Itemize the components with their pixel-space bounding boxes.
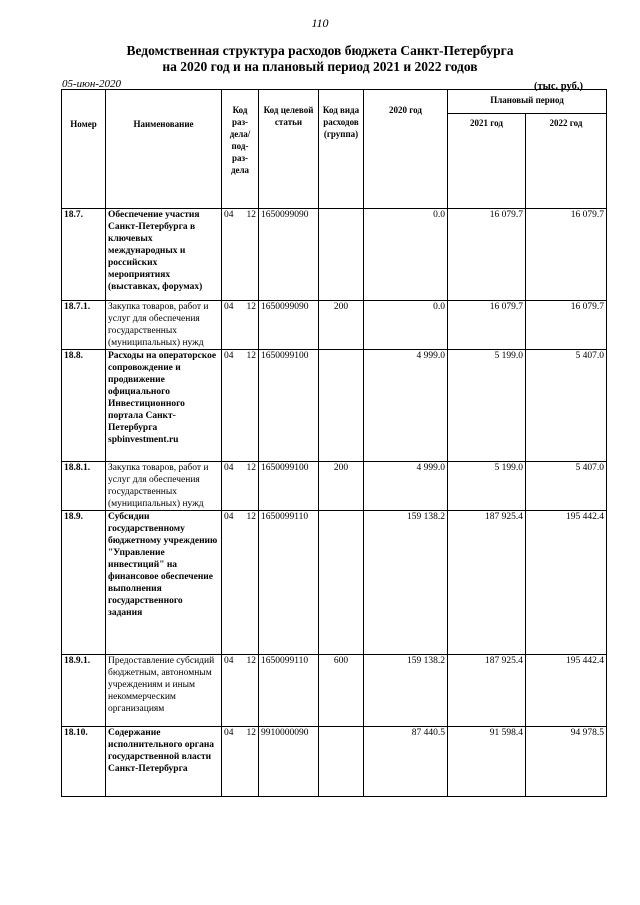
header-name: Наименование [106, 90, 222, 209]
row-amount-2020: 0.0 [364, 209, 448, 301]
header-target-code: Код целевой статьи [259, 90, 319, 209]
row-name: Обеспечение участия Санкт-Петербурга в ключевых международных и российских мероприятиях (выставках, форумах) [106, 209, 222, 301]
row-number: 18.9. [62, 511, 106, 655]
header-year-2022: 2022 год [526, 114, 607, 209]
table-body [62, 209, 607, 797]
row-razdel: 04 [224, 302, 234, 312]
row-podrazdel: 12 [246, 656, 256, 666]
header-number: Номер [62, 90, 106, 209]
row-razdel: 04 [224, 656, 234, 666]
row-amount-2022: 195 442.4 [526, 511, 607, 655]
document-title [0, 43, 640, 75]
row-name: Закупка товаров, работ и услуг для обеспечения государственных (муниципальных) нужд [106, 462, 222, 511]
row-amount-2022: 16 079.7 [526, 301, 607, 350]
row-target-code: 1650099100 [259, 462, 319, 511]
table-row [62, 209, 607, 301]
units-label: (тыс. руб.) [534, 81, 583, 92]
header-expense-type-code: Код вида расходов (группа) [319, 90, 364, 209]
table-row [62, 511, 607, 655]
row-number: 18.9.1. [62, 655, 106, 727]
row-expense-type: 600 [319, 655, 364, 727]
row-razdel: 04 [224, 512, 234, 522]
row-expense-type [319, 727, 364, 797]
row-target-code: 1650099110 [259, 655, 319, 727]
title-line-2: на 2020 год и на плановый период 2021 и 2022 годов [162, 59, 478, 74]
row-amount-2022: 195 442.4 [526, 655, 607, 727]
row-amount-2020: 159 138.2 [364, 655, 448, 727]
row-podrazdel: 12 [246, 512, 256, 522]
row-amount-2021: 187 925.4 [448, 655, 526, 727]
row-razdel: 04 [224, 728, 234, 738]
row-target-code: 1650099090 [259, 209, 319, 301]
row-target-code: 1650099100 [259, 350, 319, 462]
row-section-code [222, 727, 259, 797]
row-number: 18.10. [62, 727, 106, 797]
row-podrazdel: 12 [246, 302, 256, 312]
row-podrazdel: 12 [246, 728, 256, 738]
row-section-code [222, 511, 259, 655]
row-razdel: 04 [224, 463, 234, 473]
row-name: Закупка товаров, работ и услуг для обеспечения государственных (муниципальных) нужд [106, 301, 222, 350]
title-line-1: Ведомственная структура расходов бюджета Санкт-Петербурга [126, 43, 514, 58]
row-number: 18.7. [62, 209, 106, 301]
row-name: Содержание исполнительного органа государственной власти Санкт-Петербурга [106, 727, 222, 797]
row-expense-type [319, 350, 364, 462]
row-amount-2022: 16 079.7 [526, 209, 607, 301]
header-section-code: Код раз-дела/ под-раз-дела [222, 90, 259, 209]
row-number: 18.8. [62, 350, 106, 462]
row-number: 18.8.1. [62, 462, 106, 511]
budget-table [61, 89, 607, 797]
row-razdel: 04 [224, 210, 234, 220]
row-amount-2021: 16 079.7 [448, 209, 526, 301]
row-amount-2021: 5 199.0 [448, 350, 526, 462]
row-target-code: 1650099090 [259, 301, 319, 350]
row-podrazdel: 12 [246, 351, 256, 361]
row-razdel: 04 [224, 351, 234, 361]
table-row [62, 350, 607, 462]
header-year-2020: 2020 год [364, 90, 448, 209]
row-section-code [222, 655, 259, 727]
row-expense-type: 200 [319, 462, 364, 511]
header-plan-period: Плановый период [448, 90, 607, 114]
table-row [62, 301, 607, 350]
row-section-code [222, 209, 259, 301]
row-amount-2021: 91 598.4 [448, 727, 526, 797]
row-amount-2021: 16 079.7 [448, 301, 526, 350]
row-amount-2021: 187 925.4 [448, 511, 526, 655]
row-target-code: 1650099110 [259, 511, 319, 655]
page-number: 110 [311, 16, 329, 30]
row-expense-type [319, 209, 364, 301]
table-row [62, 727, 607, 797]
row-number: 18.7.1. [62, 301, 106, 350]
row-amount-2020: 87 440.5 [364, 727, 448, 797]
row-section-code [222, 350, 259, 462]
row-expense-type [319, 511, 364, 655]
row-amount-2020: 159 138.2 [364, 511, 448, 655]
row-amount-2022: 5 407.0 [526, 462, 607, 511]
table-row [62, 462, 607, 511]
row-expense-type: 200 [319, 301, 364, 350]
row-amount-2020: 4 999.0 [364, 462, 448, 511]
row-name: Предоставление субсидий бюджетным, автономным учреждениям и иным некоммерческим организациям [106, 655, 222, 727]
table-row [62, 655, 607, 727]
row-target-code: 9910000090 [259, 727, 319, 797]
row-amount-2022: 94 978.5 [526, 727, 607, 797]
report-date: 05-июн-2020 [62, 78, 122, 90]
row-amount-2020: 0.0 [364, 301, 448, 350]
row-section-code [222, 301, 259, 350]
row-name: Субсидии государственному бюджетному учреждению "Управление инвестиций" на финансовое обеспечение выполнения государственного задания [106, 511, 222, 655]
row-name: Расходы на операторское сопровождение и продвижение официального Инвестиционного портала Санкт-Петербурга spbinvestment.ru [106, 350, 222, 462]
row-amount-2020: 4 999.0 [364, 350, 448, 462]
row-section-code [222, 462, 259, 511]
header-year-2021: 2021 год [448, 114, 526, 209]
row-podrazdel: 12 [246, 210, 256, 220]
row-amount-2022: 5 407.0 [526, 350, 607, 462]
row-podrazdel: 12 [246, 463, 256, 473]
row-amount-2021: 5 199.0 [448, 462, 526, 511]
